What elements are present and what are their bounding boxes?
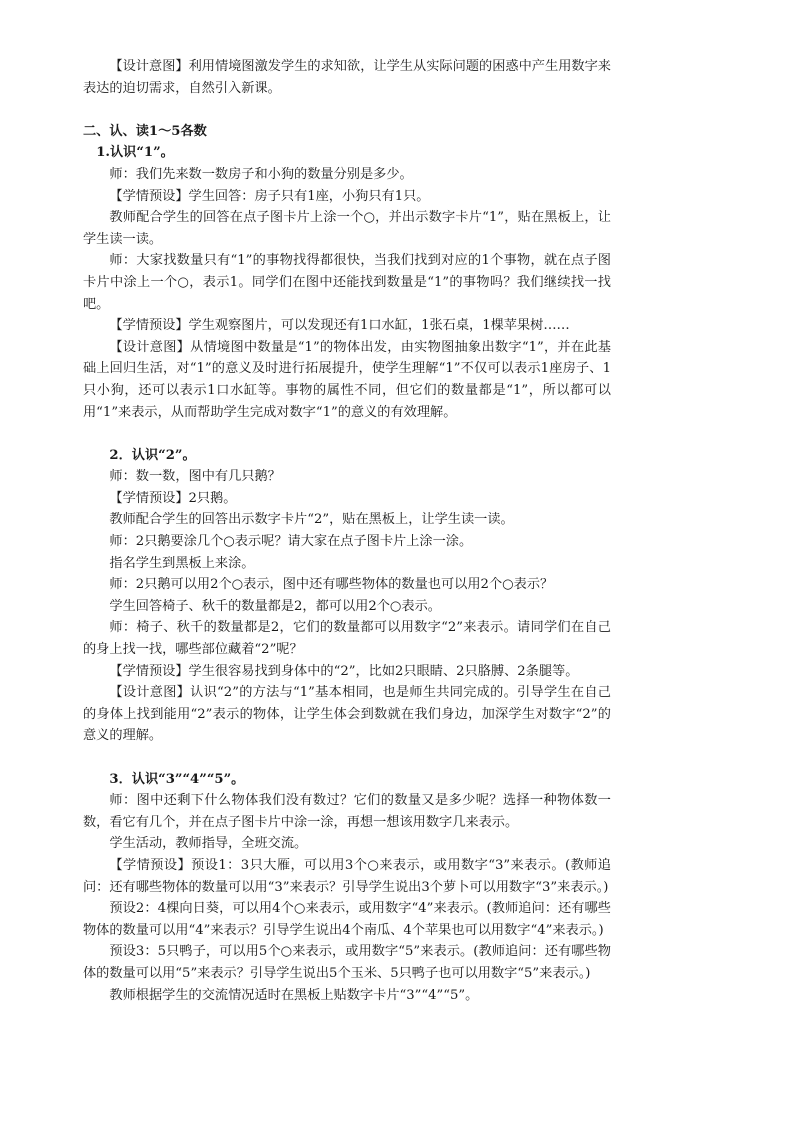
design-intent-paragraph: 【设计意图】利用情境图激发学生的求知欲，让学生从实际问题的困惑中产生用数字来表达的迫切需求，自然引入新课。 — [83, 59, 611, 96]
paragraph: 教师根据学生的交流情况适时在黑板上贴数字卡片“3”“4”“5”。 — [109, 987, 479, 1003]
paragraph: 学生活动，教师指导，全班交流。 — [109, 836, 308, 852]
paragraph: 师：数一数，图中有几只鹅？ — [109, 469, 281, 485]
paragraph: 【学情预设】学生观察图片，可以发现还有1口水缸，1张石桌，1棵苹果树…… — [109, 318, 570, 334]
paragraph: 师：2只鹅可以用2个○表示，图中还有哪些物体的数量也可以用2个○表示？ — [109, 577, 554, 593]
paragraph: 【学情预设】2只鹅。 — [109, 490, 237, 506]
design-intent-paragraph: 【设计意图】认识“2”的方法与“1”基本相同，也是师生共同完成的。引导学生在自己的身体上找到能用“2”表示的物体，让学生体会到数就在我们身边，加深学生对数字“2”的意义的理解。 — [83, 685, 611, 744]
design-intent-paragraph: 【设计意图】从情境图中数量是“1”的物体出发，由实物图抽象出数字“1”，并在此基础上回归生活，对“1”的意义及时进行拓展提升，使学生理解“1”不仅可以表示1座房子、1只小狗，还可以表示1口水缸等。事物的属性不同，但它们的数量都是“1”，所以都可以用“1”来表示，从而帮助学生完成对数字“1”的意义的有效理解。 — [83, 339, 611, 420]
section-heading: 二、认、读1～5各数 — [83, 123, 207, 139]
subsection-heading-1: 1.认识“1”。 — [96, 145, 174, 161]
paragraph: 师：椅子、秋千的数量都是2，它们的数量都可以用数字“2”来表示。请同学们在自己的身上找一找，哪些部位藏着“2”呢？ — [83, 620, 611, 658]
paragraph: 师：图中还剩下什么物体我们没有数过？它们的数量又是多少呢？选择一种物体数一数，看它有几个，并在点子图卡片中涂一涂，再想一想该用数字几来表示。 — [83, 793, 611, 830]
paragraph: 教师配合学生的回答出示数字卡片“2”，贴在黑板上，让学生读一读。 — [109, 512, 514, 528]
paragraph: 【学情预设】学生回答：房子只有1座，小狗只有1只。 — [109, 188, 430, 204]
paragraph: 师：2只鹅要涂几个○表示呢？请大家在点子图卡片上涂一涂。 — [109, 534, 473, 550]
paragraph: 师：大家找数量只有“1”的事物找得都很快，当我们找到对应的1个事物，就在点子图卡片中涂上一个○，表示1。同学们在图中还能找到数量是“1”的事物吗？我们继续找一找吧。 — [83, 253, 611, 312]
paragraph: 【学情预设】学生很容易找到身体中的“2”，比如2只眼睛、2只胳膊、2条腿等。 — [109, 663, 579, 679]
paragraph: 指名学生到黑板上来涂。 — [109, 555, 255, 571]
spacer — [83, 747, 611, 769]
paragraph: 预设3：5只鸭子，可以用5个○来表示，或用数字“5”来表示。(教师追问：还有哪些物体的数量可以用“5”来表示？引导学生说出5个玉米、5只鸭子也可以用数字“5”来表示。) — [83, 944, 611, 981]
paragraph: 师：我们先来数一数房子和小狗的数量分别是多少。 — [109, 166, 413, 182]
paragraph: 【学情预设】预设1：3只大雁，可以用3个○来表示，或用数字“3”来表示。(教师追问：还有哪些物体的数量可以用“3”来表示？引导学生说出3个萝卜可以用数字“3”来表示。) — [83, 857, 611, 895]
paragraph: 预设2：4棵向日葵，可以用4个○来表示，或用数字“4”来表示。(教师追问：还有哪些物体的数量可以用“4”来表示？引导学生说出4个南瓜、4个苹果也可以用数字“4”来表示。) — [83, 901, 611, 938]
document-body — [83, 56, 611, 1006]
paragraph: 教师配合学生的回答在点子图卡片上涂一个○，并出示数字卡片“1”，贴在黑板上，让学生读一读。 — [83, 210, 611, 247]
subsection-heading-2: 2．认识“2”。 — [109, 447, 196, 463]
spacer — [83, 423, 611, 445]
subsection-heading-3: 3．认识“3”“4”“5”。 — [109, 771, 245, 787]
paragraph: 学生回答椅子、秋千的数量都是2，都可以用2个○表示。 — [109, 598, 441, 614]
